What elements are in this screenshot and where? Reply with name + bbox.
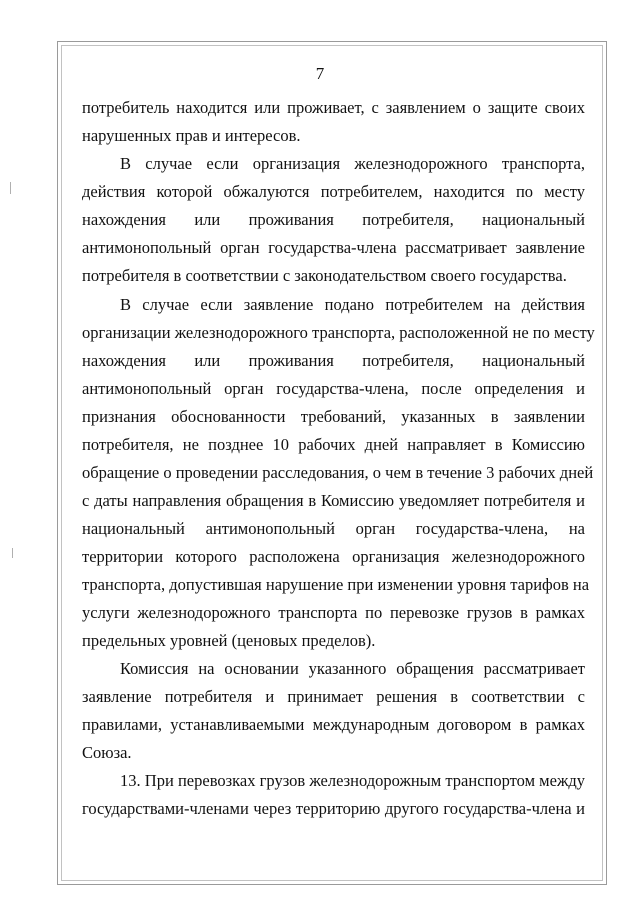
text-line: услуги железнодорожного транспорта по перевозке грузов в рамках [82, 603, 585, 622]
text-line: национальный антимонопольный орган государства-члена, на [82, 519, 585, 538]
scan-margin-mark [12, 548, 13, 558]
text-line: нахождения или проживания потребителя, национальный [82, 210, 585, 229]
text-line: потребителя в соответствии с законодательством своего государства. [82, 266, 567, 285]
text-line: антимонопольный орган государства-члена, после определения и [82, 379, 585, 398]
text-line: с даты направления обращения в Комиссию уведомляет потребителя и [82, 491, 585, 510]
text-line: предельных уровней (ценовых пределов). [82, 631, 376, 650]
text-line: организации железнодорожного транспорта, расположенной не по месту [82, 323, 595, 342]
text-line: территории которого расположена организация железнодорожного [82, 547, 585, 566]
text-line: Комиссия на основании указанного обращения рассматривает [120, 659, 585, 678]
text-line: нарушенных прав и интересов. [82, 126, 301, 145]
text-line: признания обоснованности требований, указанных в заявлении [82, 407, 585, 426]
text-line: заявление потребителя и принимает решения в соответствии с [82, 687, 585, 706]
text-line: обращение о проведении расследования, о чем в течение 3 рабочих дней [82, 463, 594, 482]
text-line: потребителя, не позднее 10 рабочих дней направляет в Комиссию [82, 435, 585, 454]
text-line: В случае если организация железнодорожного транспорта, [120, 154, 585, 173]
text-line: транспорта, допустившая нарушение при изменении уровня тарифов на [82, 575, 590, 594]
text-line: 13. При перевозках грузов железнодорожным транспортом между [120, 771, 585, 790]
text-line: потребитель находится или проживает, с заявлением о защите своих [82, 98, 585, 117]
text-line: государствами-членами через территорию другого государства-члена и [82, 799, 585, 818]
page-number: 7 [315, 64, 325, 83]
text-line: В случае если заявление подано потребителем на действия [120, 295, 585, 314]
text-line: нахождения или проживания потребителя, национальный [82, 351, 585, 370]
text-line: действия которой обжалуются потребителем, находится по месту [82, 182, 585, 201]
text-line: Союза. [82, 743, 132, 762]
text-line: правилами, устанавливаемыми международным договором в рамках [82, 715, 585, 734]
scan-margin-mark [10, 182, 11, 194]
text-line: антимонопольный орган государства-члена рассматривает заявление [82, 238, 585, 257]
